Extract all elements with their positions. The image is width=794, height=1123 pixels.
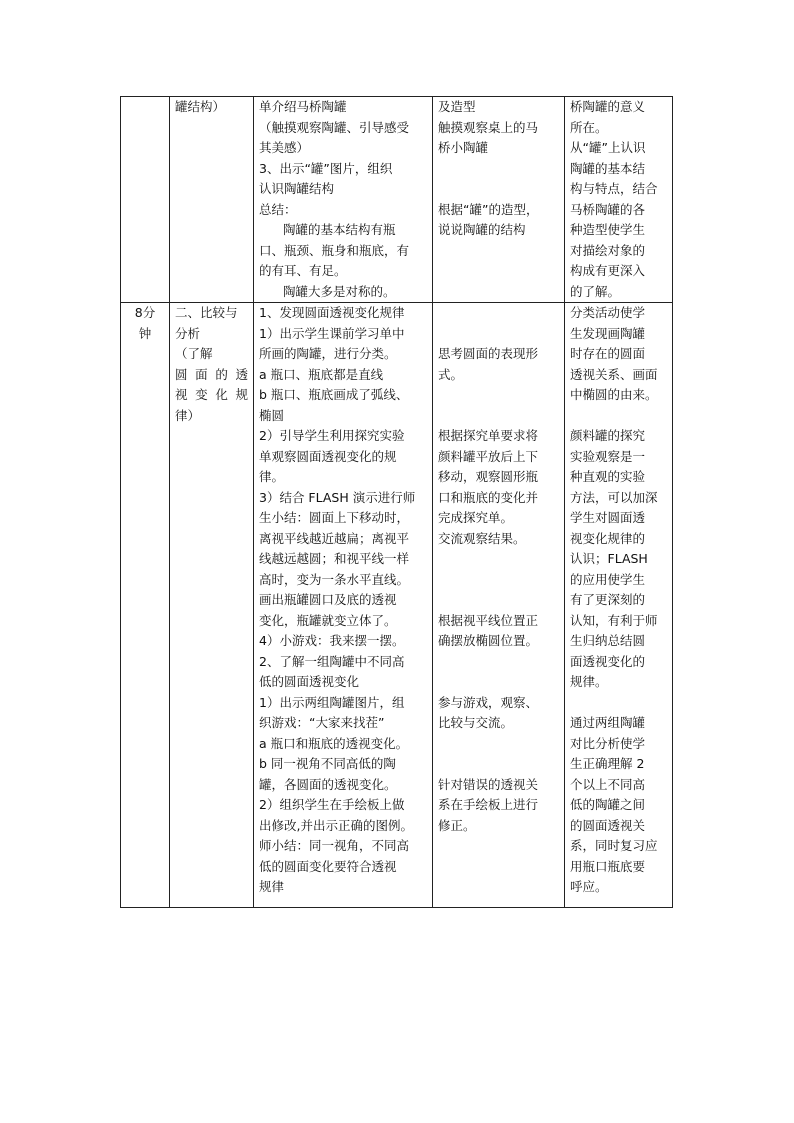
student-line: 针对错误的透视关 (438, 776, 539, 792)
teacher-line: 罐，各圆面的透视变化。 (259, 776, 397, 792)
teacher-line: 单观察圆面透视变化的规 (259, 448, 397, 464)
intent-line: 生正确理解 2 (570, 756, 645, 771)
time-text: 钟 (138, 325, 152, 341)
teacher-activity-cell (254, 303, 433, 908)
intent-line: 规律。 (570, 674, 608, 689)
time-text: 8分 (134, 305, 156, 320)
intent-line: 实验观察是一 (570, 448, 646, 464)
student-line: 根据“罐”的造型， (438, 201, 539, 217)
intent-line: 通过两组陶罐 (570, 715, 646, 730)
table-row (121, 97, 673, 303)
intent-line: 种直观的实验 (570, 469, 646, 484)
table-row (121, 303, 673, 908)
intent-line: 生归纳总结圆 (570, 633, 646, 648)
intent-line: 低的陶罐之间 (570, 797, 646, 812)
design-intent-cell (565, 303, 673, 908)
student-line: 颜料罐平放后上下 (438, 448, 539, 464)
teacher-line: b 瓶口、瓶底画成了弧线、 (259, 387, 409, 402)
student-line: 及造型 (438, 99, 476, 114)
intent-line: 所在。 (570, 119, 608, 135)
student-line: 思考圆面的表现形 (438, 346, 539, 361)
lesson-plan-table (120, 96, 673, 908)
intent-line: 马桥陶罐的各 (570, 201, 646, 217)
stage-text: 律） (175, 407, 201, 423)
teacher-line: 生小结：圆面上下移动时， (259, 510, 410, 525)
student-activity-cell (433, 97, 565, 303)
teacher-activity-cell (254, 97, 433, 303)
stage-cell (170, 97, 254, 303)
student-line: 桥小陶罐 (438, 140, 489, 155)
student-line: 式。 (438, 366, 464, 382)
intent-line: 陶罐的基本结 (570, 160, 646, 176)
teacher-line: 所画的陶罐，进行分类。 (259, 346, 397, 361)
student-line: 交流观察结果。 (438, 530, 526, 546)
intent-line: 从“罐”上认识 (570, 140, 646, 155)
teacher-line: 规律 (259, 879, 285, 894)
teacher-line: 律。 (259, 469, 285, 484)
student-line: 参与游戏，观察、 (438, 694, 539, 710)
teacher-line: 口、瓶颈、瓶身和瓶底，有 (259, 242, 410, 258)
student-line: 说说陶罐的结构 (438, 222, 526, 237)
intent-line: 系，同时复习应 (570, 838, 658, 853)
teacher-line: 线越远越圆；和视平线一样 (259, 551, 410, 566)
intent-line: 生发现画陶罐 (570, 325, 646, 341)
student-line: 比较与交流。 (438, 715, 514, 730)
intent-line: 的圆面透视关 (570, 817, 646, 833)
student-line: 触摸观察桌上的马 (438, 119, 539, 135)
teacher-line: 陶罐的基本结构有瓶 (283, 222, 396, 237)
teacher-line: 椭圆 (259, 407, 285, 423)
intent-line: 桥陶罐的意义 (570, 99, 646, 114)
student-line: 修正。 (438, 817, 476, 833)
intent-line: 方法，可以加深 (570, 489, 658, 505)
stage-cell (170, 303, 254, 908)
teacher-line: 3、出示“罐”图片，组织 (259, 160, 393, 176)
stage-text: 分析 (175, 325, 201, 341)
teacher-line: a 瓶口、瓶底都是直线 (259, 366, 384, 382)
intent-line: 构与特点，结合 (570, 181, 658, 196)
student-line: 系在手绘板上进行 (438, 797, 539, 812)
teacher-line: 其美感） (259, 140, 310, 155)
teacher-line: 离视平线越近越扁；离视平 (259, 530, 410, 546)
teacher-line: 织游戏：“大家来找茬” (259, 715, 385, 730)
teacher-line: 师小结：同一视角，不同高 (259, 838, 410, 853)
intent-line: 种造型使学生 (570, 222, 646, 237)
intent-line: 用瓶口瓶底要 (570, 858, 646, 874)
teacher-line: （触摸观察陶罐、引导感受 (259, 119, 410, 135)
teacher-line: 单介绍马桥陶罐 (259, 99, 347, 114)
intent-line: 透视关系、画面 (570, 366, 658, 382)
teacher-line: 的有耳、有足。 (259, 263, 347, 278)
teacher-line: 1）出示学生课前学习单中 (259, 325, 405, 341)
teacher-line: 3）结合 FLASH 演示进行师 (259, 489, 416, 505)
stage-text: （了解 (175, 346, 213, 361)
teacher-line: 高时，变为一条水平直线。 (259, 571, 410, 587)
teacher-line: 认识陶罐结构 (259, 181, 335, 196)
stage-text: 圆面的透 (175, 366, 248, 382)
teacher-line: 陶罐大多是对称的。 (283, 283, 396, 299)
intent-line: 视变化规律的 (570, 530, 646, 546)
stage-text: 罐结构） (175, 99, 226, 114)
teacher-line: 1）出示两组陶罐图片，组 (259, 694, 405, 710)
intent-line: 学生对圆面透 (570, 510, 646, 525)
intent-line: 认识；FLASH (570, 551, 648, 566)
intent-line: 颜料罐的探究 (570, 428, 646, 443)
teacher-line: 出修改,并出示正确的图例。 (259, 817, 413, 833)
teacher-line: 4）小游戏：我来摆一摆。 (259, 633, 405, 648)
teacher-line: b 同一视角不同高低的陶 (259, 756, 396, 771)
intent-line: 有了更深刻的 (570, 592, 646, 607)
intent-line: 面透视变化的 (570, 653, 646, 669)
teacher-line: 变化，瓶罐就变立体了。 (259, 612, 397, 628)
student-line: 移动，观察圆形瓶 (438, 469, 539, 484)
teacher-line: 低的圆面透视变化 (259, 674, 360, 689)
intent-line: 呼应。 (570, 879, 608, 894)
teacher-line: a 瓶口和瓶底的透视变化。 (259, 735, 409, 751)
teacher-line: 2）组织学生在手绘板上做 (259, 797, 405, 812)
student-activity-cell (433, 303, 565, 908)
student-line: 口和瓶底的变化并 (438, 489, 539, 505)
teacher-line: 2）引导学生利用探究实验 (259, 428, 405, 443)
teacher-line: 总结： (259, 201, 297, 217)
intent-line: 个以上不同高 (570, 776, 646, 792)
student-line: 根据视平线位置正 (438, 612, 539, 628)
intent-line: 构成有更深入 (570, 263, 646, 278)
stage-text: 视变化规 (175, 387, 248, 402)
intent-line: 时存在的圆面 (570, 346, 646, 361)
intent-line: 的了解。 (570, 283, 621, 299)
intent-line: 中椭圆的由来。 (570, 387, 658, 402)
teacher-line: 低的圆面变化要符合透视 (259, 858, 397, 874)
student-line: 根据探究单要求将 (438, 428, 539, 443)
teacher-line: 画出瓶罐圆口及底的透视 (259, 592, 397, 607)
time-cell (121, 303, 170, 908)
teacher-line: 1、发现圆面透视变化规律 (259, 305, 405, 320)
intent-line: 的应用使学生 (570, 571, 646, 587)
intent-line: 对比分析使学 (570, 735, 646, 751)
teacher-line: 2、了解一组陶罐中不同高 (259, 653, 405, 669)
student-line: 确摆放椭圆位置。 (438, 633, 539, 648)
stage-text: 二、比较与 (175, 305, 238, 320)
intent-line: 对描绘对象的 (570, 242, 646, 258)
time-cell (121, 97, 170, 303)
student-line: 完成探究单。 (438, 510, 514, 525)
intent-line: 认知，有利于师 (570, 612, 658, 628)
intent-line: 分类活动使学 (570, 305, 646, 320)
design-intent-cell (565, 97, 673, 303)
